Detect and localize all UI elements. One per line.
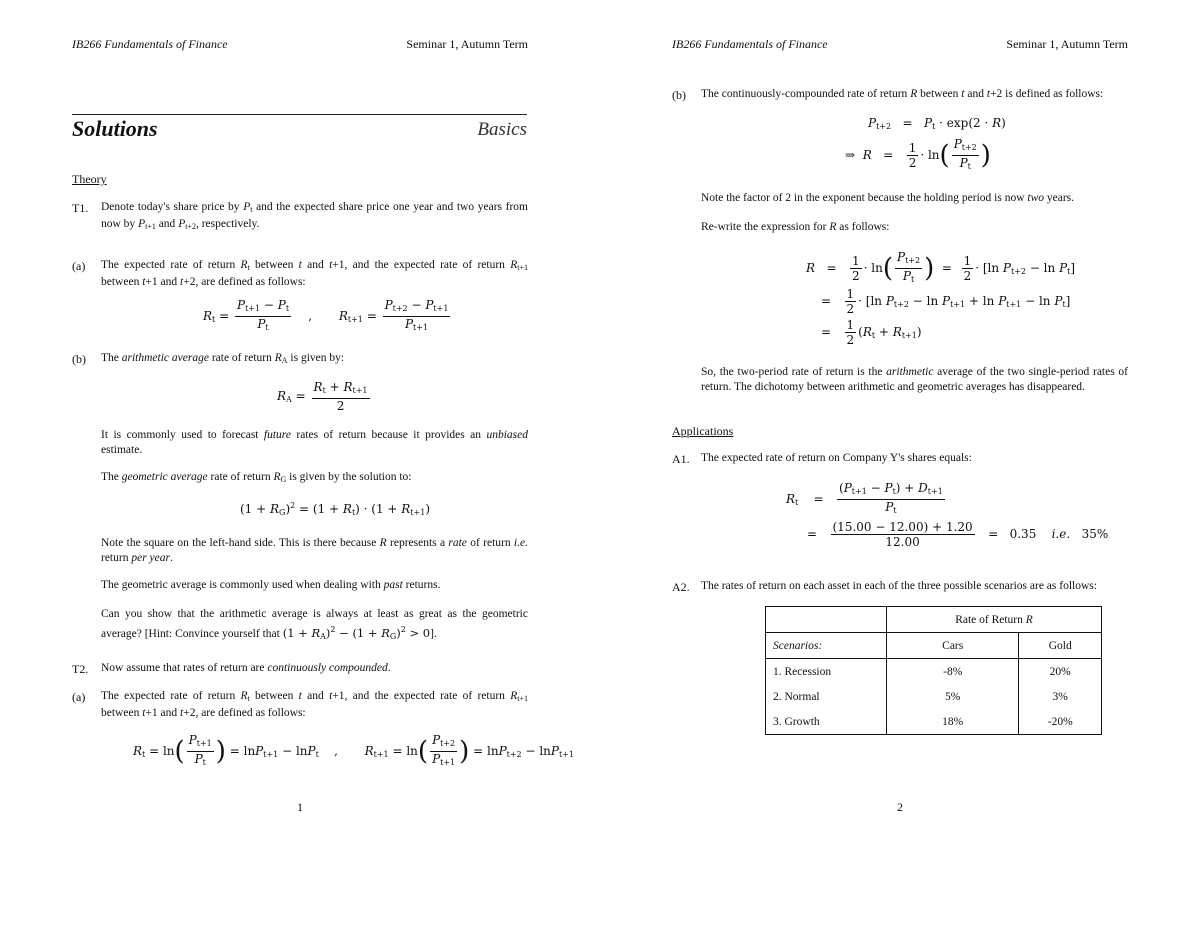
table-cell-cars: -8% xyxy=(887,659,1019,685)
table-cell-cars: 18% xyxy=(887,709,1019,735)
header-course: IB266 Fundamentals of Finance xyxy=(72,37,228,51)
table-cell-gold: 3% xyxy=(1019,684,1102,709)
theory-heading: Theory xyxy=(72,172,107,186)
table-col-gold: Gold xyxy=(1019,633,1102,659)
a2-text: The expected rate of return $R_t$ between t and t+1, and the expected rate of return $R_{t+1}$ between t+1 and t+2, are defined as follows: xyxy=(101,690,528,719)
b1-label: (b) xyxy=(72,352,86,366)
applications-heading: Applications xyxy=(672,424,734,438)
page-2 xyxy=(600,0,1200,927)
paragraph-note-factor: Note the factor of 2 in the exponent because the holding period is now two years. xyxy=(701,192,1075,204)
table-cell-scenario: 3. Growth xyxy=(766,709,887,735)
title-rule xyxy=(72,114,527,115)
paragraph-past: The geometric average is commonly used when dealing with past returns. xyxy=(101,579,441,591)
table-cell-scenario: 1. Recession xyxy=(766,659,887,685)
t1-text: Denote today's share price by $P_t$ and the expected share price one year and two years from now by $P_{t+1}$ and $P_{t+2}$, respectively. xyxy=(101,201,528,231)
paragraph-two-period: So, the two-period rate of return is the arithmetic average of the two single-period rates of return. The dichotomy between arithmetic and geometric averages has disappeared. xyxy=(701,366,1128,393)
table-cell-gold: -20% xyxy=(1019,709,1102,735)
page-number-2: 2 xyxy=(897,800,903,814)
paragraph-show: Can you show that the arithmetic average is always at least as great as the geometric average? [Hint: Convince yourself that $(1 + R_A)^2 - (1 + R_G)^2 > 0$]. xyxy=(101,608,528,641)
table-subheader-row xyxy=(766,633,1102,659)
paragraph-geometric: The geometric average rate of return $R_G$ is given by the solution to: xyxy=(101,471,412,484)
table-header-row xyxy=(766,607,1102,633)
paragraph-rewrite: Re-write the expression for R as follows: xyxy=(701,221,890,233)
page-subtitle: Basics xyxy=(477,119,527,140)
a1-app-text: The expected rate of return on Company Y's shares equals: xyxy=(701,452,972,464)
a2-label: (a) xyxy=(72,690,86,704)
a1-text: The expected rate of return $R_t$ between t and t+1, and the expected rate of return $R_{t+1}$ between t+1 and t+2, are defined as follows: xyxy=(101,259,528,288)
equation-expected-return: $R_t$ = $\frac{(P_{t+1} - P_t) + D_{t+1}}{P_t}$ = $\frac{(15.00 - 12.00) + 1.20}{12.00}$ = 0.35 i.e. 35% xyxy=(786,481,1109,549)
equation-rewrite-block: R = $\frac{1}{2}$ · ln( $\frac{P_{t+2}}{P_t}$ ) = $\frac{1}{2}$ · [ln $P_{t+2} - \ln P_t$] = $\frac{1}{2}$ · [ln $P_{t+2} - \ln P_{t+1} + \ln P_{t+1} - \ln P_t$] = $\frac{1}{2}$ $(R_t + R_{t+1})$ xyxy=(806,250,1076,347)
page-number-1: 1 xyxy=(297,800,303,814)
equation-two-period-price: $P_{t+2} = P_t \cdot \exp(2 \cdot R)$ xyxy=(868,116,1006,131)
table-row xyxy=(766,659,1102,685)
equation-geometric-average: $(1 + R_G)^2 = (1 + R_t) \cdot (1 + R_{t+1})$ xyxy=(240,501,431,517)
table-col-cars: Cars xyxy=(887,633,1019,659)
t1-label: T1. xyxy=(72,201,89,215)
table-header-rate: Rate of Return R xyxy=(887,607,1102,633)
table-cell-scenario: 2. Normal xyxy=(766,684,887,709)
table-row xyxy=(766,684,1102,709)
paragraph-square: Note the square on the left-hand side. This is there because R represents a rate of return i.e. return per year. xyxy=(101,537,528,564)
a2-app-label: A2. xyxy=(672,580,690,594)
t2-label: T2. xyxy=(72,662,89,676)
equation-log-returns: $R_t = \ln$( $\frac{P_{t+1}}{P_t}$ ) = lnP$_{t+1}$ − lnP$_t$ , $R_{t+1} = \ln$( $\frac{P_{t+2}}{P_{t+1}}$ ) = lnP$_{t+2}$ − lnP$_{t+1}$ xyxy=(133,733,574,767)
b1-text: The arithmetic average rate of return $R_A$ is given by: xyxy=(101,352,345,365)
t2-text: Now assume that rates of return are continuously compounded. xyxy=(101,662,391,674)
paragraph-unbiased: It is commonly used to forecast future rates of return because it provides an unbiased estimate. xyxy=(101,429,528,456)
b2-label: (b) xyxy=(672,88,686,102)
equation-arithmetic-average: $R_A$ = $\frac{R_t + R_{t+1}}{2}$ xyxy=(277,380,368,413)
equation-two-period-rate: ⇒ R = $\frac{1}{2}$ · ln( $\frac{P_{t+2}}{P_t}$ ) xyxy=(845,137,991,171)
table-scenarios-label: Scenarios: xyxy=(766,633,887,659)
table-cell-cars: 5% xyxy=(887,684,1019,709)
equation-simple-returns: $R_t$ = $\frac{P_{t+1} - P_t}{P_t}$ , $R_{t+1}$ = $\frac{P_{t+2} - P_{t+1}}{P_{t+1}}$ xyxy=(203,298,449,332)
page-title: Solutions xyxy=(72,116,158,141)
a2-app-text: The rates of return on each asset in each of the three possible scenarios are as follows: xyxy=(701,580,1097,592)
b2-text: The continuously-compounded rate of return R between t and t+2 is defined as follows: xyxy=(701,88,1104,100)
table-row xyxy=(766,709,1102,735)
header-term: Seminar 1, Autumn Term xyxy=(1006,37,1128,51)
header-course: IB266 Fundamentals of Finance xyxy=(672,37,828,51)
header-term: Seminar 1, Autumn Term xyxy=(406,37,528,51)
table-cell-gold: 20% xyxy=(1019,659,1102,685)
returns-table xyxy=(765,606,1102,735)
a1-app-label: A1. xyxy=(672,452,690,466)
a1-label: (a) xyxy=(72,259,86,273)
